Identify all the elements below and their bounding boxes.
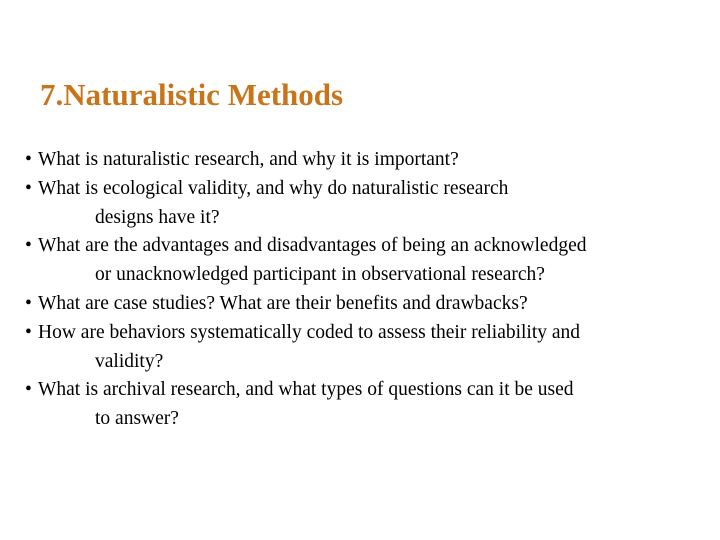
- bullet-text: How are behaviors systematically coded to assess their reliability and: [38, 321, 581, 343]
- bullet-line: [25, 146, 715, 175]
- bullet-text: What is naturalistic research, and why it is important?: [38, 149, 459, 170]
- bullet-item: [25, 146, 715, 175]
- bullet-line: [25, 376, 715, 405]
- bullet-line: [25, 175, 715, 204]
- bullet-item: [25, 175, 715, 233]
- bullet-line: [25, 319, 715, 348]
- bullet-dot: •: [25, 177, 32, 199]
- bullet-dot: •: [25, 379, 32, 401]
- bullet-item: [25, 319, 715, 377]
- bullet-text: What is archival research, and what types of questions can it be used: [38, 379, 574, 401]
- bullet-continuation: designs have it?: [95, 206, 220, 228]
- bullet-continuation: or unacknowledged participant in observational research?: [95, 264, 545, 286]
- bullet-line: [25, 232, 715, 261]
- slide-title: 7.Naturalistic Methods: [40, 77, 344, 112]
- bullet-item: [25, 376, 715, 434]
- bullet-line: [25, 290, 715, 319]
- bullet-dot: •: [25, 292, 32, 314]
- bullet-dot: •: [25, 321, 32, 343]
- bullet-item: [25, 232, 715, 290]
- bullet-dot: •: [25, 149, 32, 170]
- bullet-dot: •: [25, 235, 32, 257]
- bullet-continuation: validity?: [95, 350, 164, 372]
- bullet-text: What are case studies? What are their benefits and drawbacks?: [38, 292, 528, 314]
- bullet-continuation: to answer?: [95, 408, 179, 430]
- bullet-item: [25, 290, 715, 319]
- bullet-text: What are the advantages and disadvantages of being an acknowledged: [38, 235, 587, 257]
- bullet-text: What is ecological validity, and why do naturalistic research: [38, 177, 509, 199]
- bullet-list: [25, 146, 715, 434]
